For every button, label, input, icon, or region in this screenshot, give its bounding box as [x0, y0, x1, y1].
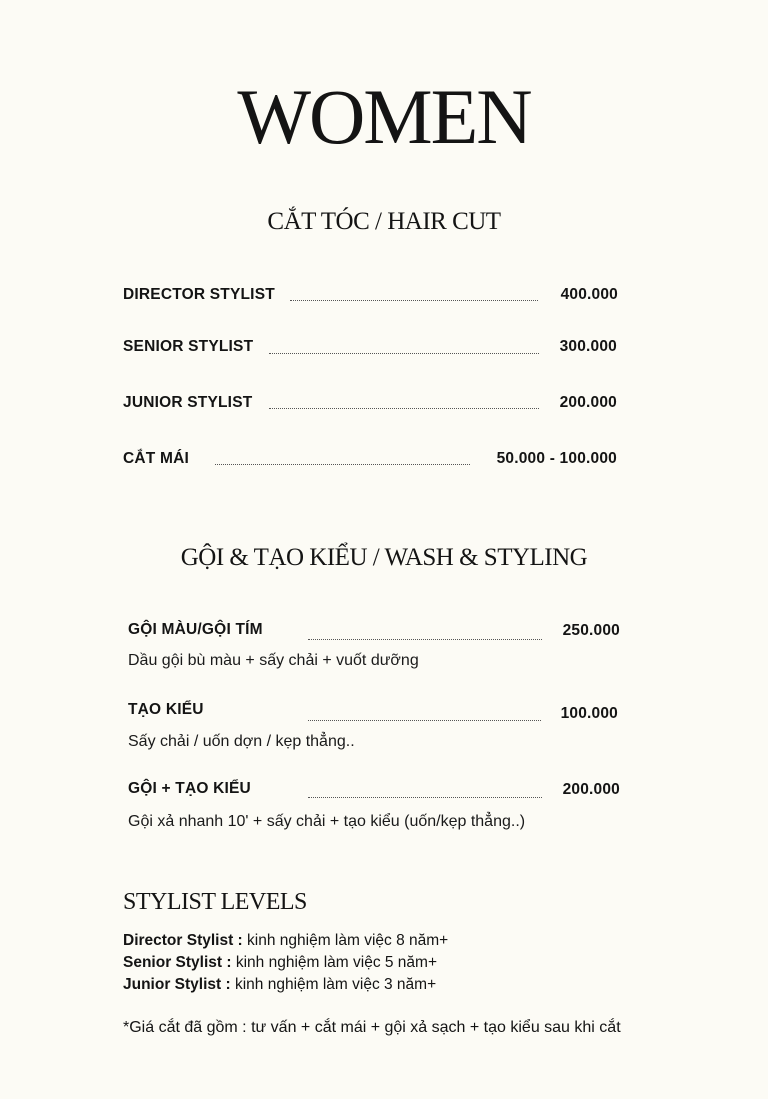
service-price: 200.000 [559, 394, 617, 411]
price-row-styling [128, 701, 618, 725]
level-name: Director Stylist : [123, 932, 243, 949]
service-description: Sấy chải / uốn dợn / kẹp thẳng.. [128, 733, 355, 750]
haircut-section-title: CẮT TÓC / HAIR CUT [267, 208, 501, 235]
price-note: *Giá cắt đã gồm : tư vấn + cắt mái + gội xả sạch + tạo kiểu sau khi cắt [123, 1019, 621, 1036]
service-label: GỘI + TẠO KIỂU [128, 780, 251, 797]
level-name: Senior Stylist : [123, 954, 232, 971]
page-title: WOMEN [237, 73, 531, 160]
level-director [123, 932, 448, 950]
service-label: DIRECTOR STYLIST [123, 286, 275, 303]
price-row-senior-stylist [123, 338, 617, 362]
dotted-leader [308, 639, 542, 640]
dotted-leader [308, 797, 542, 798]
service-price: 100.000 [560, 705, 618, 722]
service-price: 200.000 [562, 781, 620, 798]
level-description: kinh nghiệm làm việc 3 năm+ [230, 976, 437, 993]
level-description: kinh nghiệm làm việc 5 năm+ [231, 954, 438, 971]
dotted-leader [308, 720, 541, 721]
dotted-leader [269, 353, 539, 354]
service-label: TẠO KIỂU [128, 701, 204, 718]
stylist-levels-title: STYLIST LEVELS [123, 889, 307, 915]
service-label: SENIOR STYLIST [123, 338, 254, 355]
level-junior [123, 976, 436, 994]
price-row-wash-and-styling [128, 780, 620, 804]
price-row-color-wash [128, 621, 620, 645]
service-label: GỘI MÀU/GỘI TÍM [128, 621, 263, 638]
styling-section-title: GỘI & TẠO KIỂU / WASH & STYLING [180, 544, 588, 571]
level-senior [123, 954, 437, 972]
price-row-director-stylist [123, 286, 618, 310]
dotted-leader [290, 300, 538, 301]
service-description: Dầu gội bù màu + sấy chải + vuốt dưỡng [128, 652, 419, 669]
service-price: 50.000 - 100.000 [496, 450, 617, 467]
service-label: CẮT MÁI [123, 450, 189, 467]
level-description: kinh nghiệm làm việc 8 năm+ [242, 932, 449, 949]
dotted-leader [269, 408, 539, 409]
dotted-leader [215, 464, 470, 465]
service-description: Gội xả nhanh 10' + sấy chải + tạo kiểu (uốn/kẹp thẳng..) [128, 813, 526, 830]
service-price: 400.000 [560, 286, 618, 303]
price-row-bangs-cut [123, 450, 617, 474]
service-label: JUNIOR STYLIST [123, 394, 253, 411]
price-row-junior-stylist [123, 394, 617, 418]
level-name: Junior Stylist : [123, 976, 231, 993]
service-price: 250.000 [562, 622, 620, 639]
service-price: 300.000 [559, 338, 617, 355]
